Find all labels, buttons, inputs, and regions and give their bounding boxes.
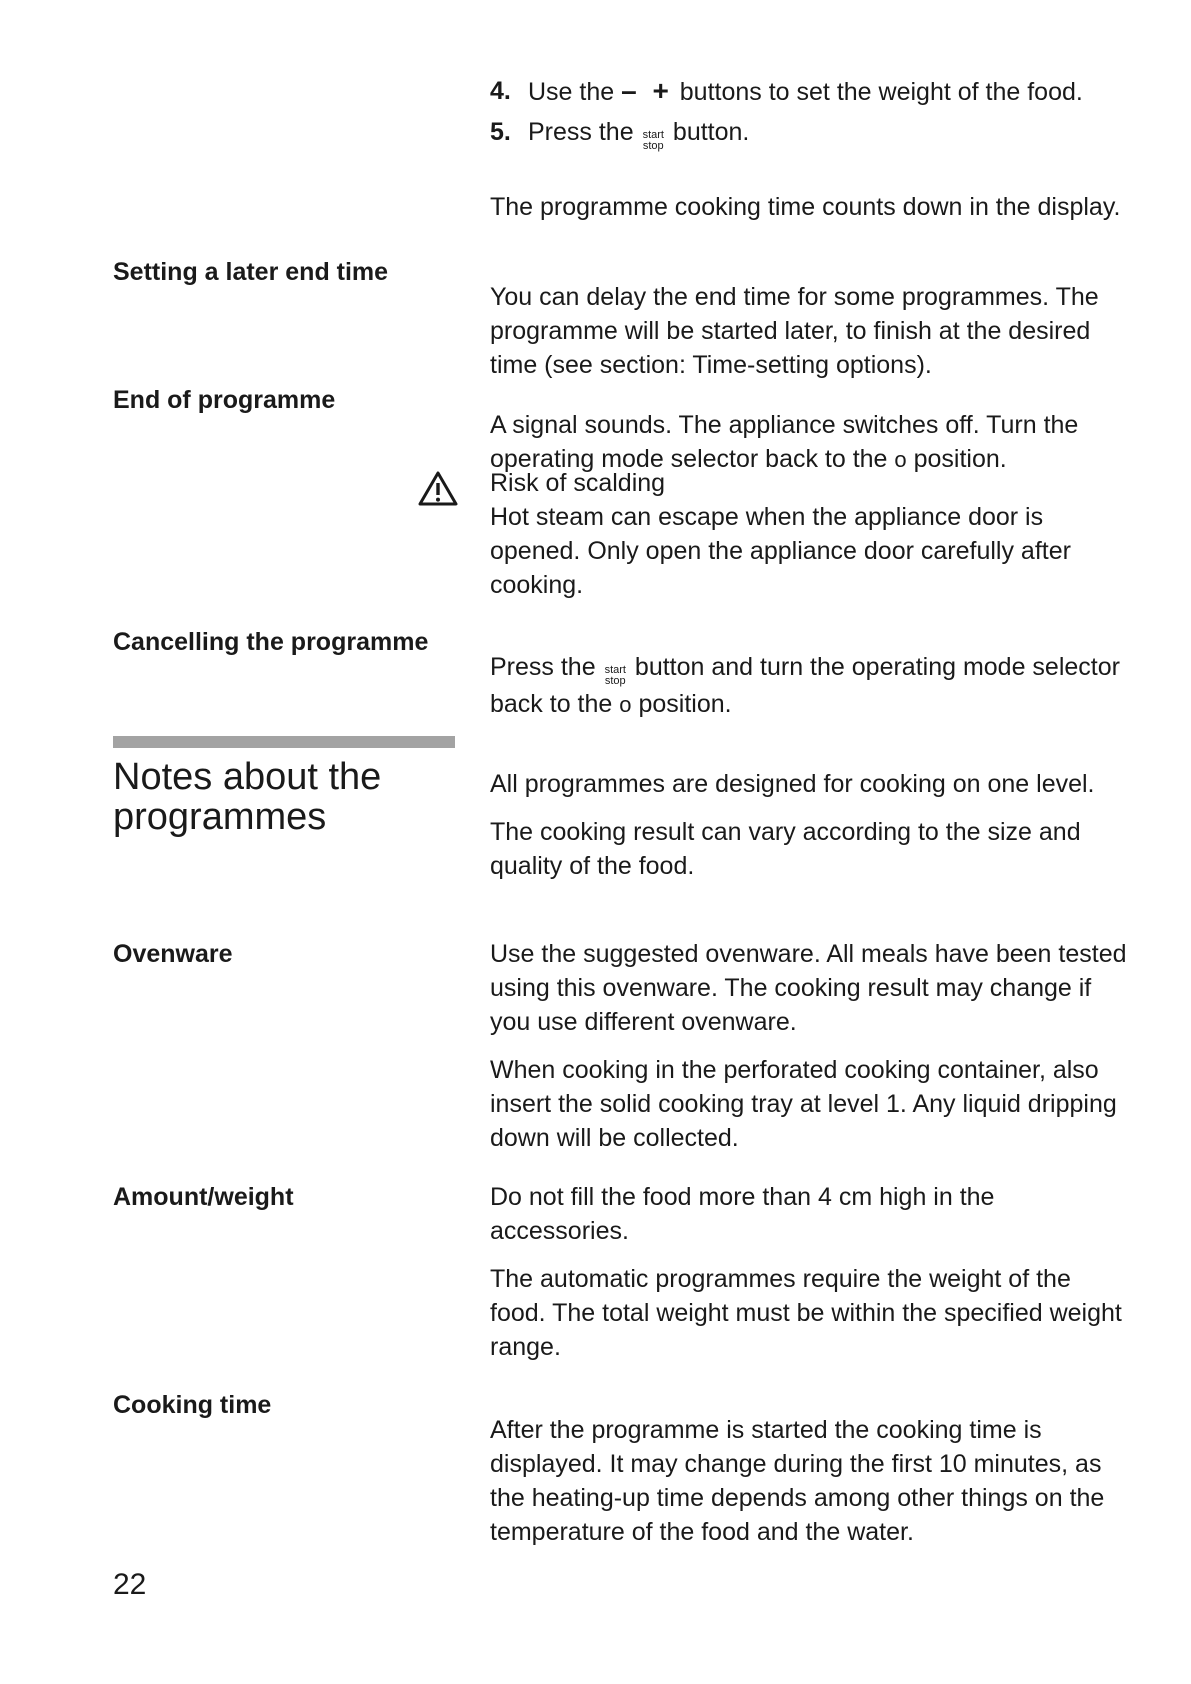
end-programme-text: A signal sounds. The appliance switches off. Turn the operating mode selector back to the o position. xyxy=(490,408,1130,477)
section-rule xyxy=(113,736,455,748)
zero-position-icon: o xyxy=(619,692,632,717)
amount-weight-paragraph: The automatic programmes require the weight of the food. The total weight must be within the specified weight range. xyxy=(490,1265,1122,1361)
step-4 xyxy=(490,74,1130,109)
warning-triangle-icon xyxy=(418,470,458,506)
step-number: 4. xyxy=(490,77,511,105)
warning-title: Risk of scalding xyxy=(490,469,666,497)
amount-weight-label: Amount/weight xyxy=(113,1183,294,1211)
step-number: 5. xyxy=(490,118,511,146)
minus-plus-icon: – + xyxy=(621,75,673,106)
warning-text: Hot steam can escape when the appliance door is opened. Only open the appliance door carefully after cooking. xyxy=(490,503,1071,599)
ovenware-text xyxy=(490,937,1130,1155)
cancelling-text: Press the start stop button and turn the operating mode selector back to the o position. xyxy=(490,650,1130,722)
start-stop-icon: start stop xyxy=(604,664,626,687)
page-number: 22 xyxy=(113,1568,147,1601)
notes-intro-paragraph: All programmes are designed for cooking on one level. xyxy=(490,770,1095,798)
later-end-label: Setting a later end time xyxy=(113,258,389,286)
notes-intro-paragraph: The cooking result can vary according to the size and quality of the food. xyxy=(490,818,1081,880)
later-end-text: You can delay the end time for some programmes. The programme will be started later, to finish at the desired time (see section: Time-setting options). xyxy=(490,283,1099,379)
cooking-time-label: Cooking time xyxy=(113,1391,272,1419)
step-5 xyxy=(490,115,1130,152)
cancelling-label: Cancelling the programme xyxy=(113,628,429,656)
amount-weight-paragraph: Do not fill the food more than 4 cm high in the accessories. xyxy=(490,1183,995,1245)
ovenware-paragraph: When cooking in the perforated cooking container, also insert the solid cooking tray at level 1. Any liquid dripping down will be collected. xyxy=(490,1056,1117,1152)
ovenware-paragraph: Use the suggested ovenware. All meals have been tested using this ovenware. The cooking result may change if you use different ovenware. xyxy=(490,940,1127,1036)
warning-block xyxy=(490,466,1130,602)
section-heading: Notes about the programmes xyxy=(113,756,382,838)
countdown-paragraph: The programme cooking time counts down in the display. xyxy=(490,193,1121,221)
cooking-time-text: After the programme is started the cooking time is displayed. It may change during the first 10 minutes, as the heating-up time depends among other things on the temperature of the food and the water. xyxy=(490,1416,1105,1546)
steps-block xyxy=(490,74,1130,152)
end-programme-label: End of programme xyxy=(113,386,336,414)
amount-weight-text xyxy=(490,1180,1130,1364)
start-stop-icon: start stop xyxy=(642,129,664,152)
zero-position-icon: o xyxy=(894,447,907,472)
step-text: Use the – + buttons to set the weight of the food. xyxy=(528,75,1083,106)
notes-intro xyxy=(490,767,1130,883)
step-text: Press the start stop button. xyxy=(528,118,750,152)
ovenware-label: Ovenware xyxy=(113,940,233,968)
